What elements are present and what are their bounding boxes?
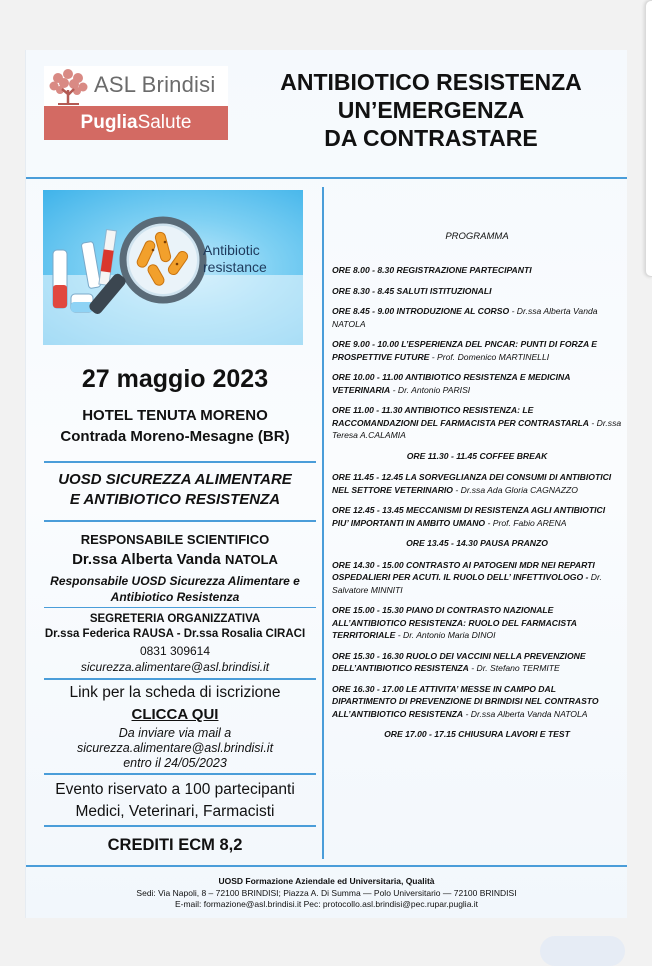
iscrizione-line3: entro il 24/05/2023 bbox=[123, 756, 227, 770]
logo-sub-regular: Salute bbox=[137, 112, 192, 133]
programma-item bbox=[332, 404, 622, 442]
left-divider-4 bbox=[44, 678, 316, 680]
puglia-salute-label bbox=[44, 106, 228, 140]
programma-item-title: ORE 14.30 - 15.00 CONTRASTO AI PATOGENI MDR NEI REPARTI OSPEDALIERI PER ACUTI. IL RUOLO DELL’ INFETTIVOLOGO - bbox=[332, 559, 595, 582]
segreteria-names: Dr.ssa Federica RAUSA - Dr.ssa Rosalia CIRACI bbox=[44, 628, 306, 640]
programma-item bbox=[332, 285, 622, 298]
logo-sub-bold: Puglia bbox=[80, 112, 138, 133]
programma-item-speaker: - Dr.ssa Alberta Vanda NATOLA bbox=[465, 708, 588, 719]
iscrizione-line2: sicurezza.alimentare@asl.brindisi.it bbox=[76, 741, 274, 755]
uosd-line2: E ANTIBIOTICO RESISTENZA bbox=[69, 491, 281, 508]
uosd-line1: UOSD SICUREZZA ALIMENTARE bbox=[58, 471, 292, 488]
programma-item bbox=[332, 683, 622, 721]
iscrizione-details bbox=[26, 726, 324, 771]
programma-item-title: ORE 11.30 - 11.45 COFFEE BREAK bbox=[406, 450, 548, 461]
footer-divider bbox=[26, 865, 627, 867]
title-line2: UN’EMERGENZA bbox=[337, 97, 525, 123]
responsabile-role bbox=[26, 573, 324, 605]
banner-label-line1: Antibiotic bbox=[203, 242, 260, 258]
programma-item-speaker: - Dr.ssa Teresa A.CALAMIA bbox=[332, 417, 622, 440]
programma-list bbox=[332, 264, 622, 741]
responsabile-surname: NATOLA bbox=[224, 552, 278, 567]
programma-item-speaker: - Dr. Antonio Maria DINOI bbox=[397, 630, 496, 640]
antibiotic-resistance-image bbox=[43, 190, 303, 345]
programma-item bbox=[332, 604, 622, 642]
venue-name: HOTEL TENUTA MORENO bbox=[82, 407, 268, 424]
event-date: 27 maggio 2023 bbox=[81, 365, 269, 393]
responsabile-role-line2: Antibiotico Resistenza bbox=[110, 590, 240, 604]
segreteria-heading: SEGRETERIA ORGANIZZATIVA bbox=[89, 613, 261, 625]
riservato-line2: Medici, Veterinari, Farmacisti bbox=[75, 803, 275, 820]
footer-line3: E-mail: formazione@asl.brindisi.it Pec: protocollo.asl.brindisi@pec.rupar.puglia.it bbox=[174, 899, 479, 909]
programma-item-speaker: - Prof. Domenico MARTINELLI bbox=[431, 351, 550, 362]
programma-item-title: ORE 17.00 - 17.15 CHIUSURA LAVORI E TEST bbox=[384, 729, 570, 739]
event-venue bbox=[26, 405, 324, 447]
segreteria-email: sicurezza.alimentare@asl.brindisi.it bbox=[80, 660, 270, 674]
title-line1: ANTIBIOTICO RESISTENZA bbox=[280, 69, 582, 95]
left-divider-5 bbox=[44, 773, 316, 775]
programma-item-title: ORE 11.45 - 12.45 LA SORVEGLIANZA DEI CONSUMI DI ANTIBIOTICI NEL SETTORE VETERINARIO bbox=[332, 472, 612, 495]
tree-icon bbox=[46, 68, 92, 106]
left-divider-6 bbox=[44, 825, 316, 827]
header-divider bbox=[26, 177, 627, 179]
programma-item bbox=[332, 338, 622, 363]
programma-item bbox=[332, 650, 622, 675]
programma-item bbox=[332, 728, 622, 741]
uosd-title bbox=[26, 470, 324, 510]
programma-item-speaker: - Dr.ssa Ada Gloria CAGNAZZO bbox=[455, 484, 578, 495]
programma-item-speaker: - Prof. Fabio ARENA bbox=[487, 517, 567, 528]
title-line3: DA CONTRASTARE bbox=[324, 125, 538, 151]
programma-item-title: ORE 11.00 - 11.30 ANTIBIOTICO RESISTENZA: LE RACCOMANDAZIONI DEL FARMACISTA PER CONTRASTARLA bbox=[332, 405, 590, 428]
side-scroll-tab[interactable] bbox=[645, 0, 652, 277]
programma-item-speaker: Dr. Salvatore MINNITI bbox=[332, 572, 602, 595]
banner-label-line2: resistance bbox=[203, 259, 267, 275]
responsabile-heading: RESPONSABILE SCIENTIFICO bbox=[80, 532, 270, 547]
iscrizione-line1: Da inviare via mail a bbox=[118, 726, 232, 740]
programma-item-speaker: - Dr. Stefano TERMITE bbox=[471, 663, 560, 673]
left-divider-3 bbox=[44, 607, 316, 608]
footer bbox=[26, 876, 627, 911]
programma-item bbox=[332, 450, 622, 463]
event-poster bbox=[25, 50, 627, 918]
segreteria-phone: 0831 309614 bbox=[139, 644, 211, 658]
floating-action-button[interactable] bbox=[540, 936, 625, 966]
programma-item bbox=[332, 559, 622, 597]
programma-item bbox=[332, 537, 622, 550]
programma bbox=[332, 231, 622, 750]
programma-item-title: ORE 9.00 - 10.00 L’ESPERIENZA DEL PNCAR: PUNTI DI FORZA E PROSPETTIVE FUTURE bbox=[332, 339, 598, 362]
responsabile-role-line1: Responsabile UOSD Sicurezza Alimentare e bbox=[50, 574, 300, 588]
riservato-line1: Evento riservato a 100 partecipanti bbox=[55, 781, 295, 798]
poster-title bbox=[246, 68, 616, 152]
left-divider-1 bbox=[44, 461, 316, 463]
programma-item-title: ORE 8.00 - 8.30 REGISTRAZIONE PARTECIPANTI bbox=[332, 265, 532, 275]
programma-item-title: ORE 10.00 - 11.00 ANTIBIOTICO RESISTENZA E MEDICINA VETERINARIA bbox=[332, 372, 571, 395]
programma-item bbox=[332, 264, 622, 277]
footer-line1: UOSD Formazione Aziendale ed Universitaria, Qualità bbox=[218, 876, 435, 886]
programma-heading: PROGRAMMA bbox=[445, 231, 509, 242]
programma-item-title: ORE 12.45 - 13.45 MECCANISMI DI RESISTENZA AGLI ANTIBIOTICI PIU’ IMPORTANTI IN AMBITO UMANO bbox=[332, 505, 606, 528]
asl-brindisi-logo bbox=[44, 66, 228, 140]
programma-item-title: ORE 8.45 - 9.00 INTRODUZIONE AL CORSO bbox=[332, 306, 510, 316]
programma-item-title: ORE 16.30 - 17.00 LE ATTIVITA’ MESSE IN CAMPO DAL DIPARTIMENTO DI PREVENZIONE DI BRINDISI NEL CONTRASTO ALL’ANTIBIOTICO RESISTENZA bbox=[332, 683, 599, 719]
programma-item bbox=[332, 371, 622, 396]
responsabile-first: Dr.ssa Alberta Vanda bbox=[72, 551, 221, 568]
footer-line2: Sedi: Via Napoli, 8 – 72100 BRINDISI; Piazza A. Di Summa — Polo Universitario — 72100 BRINDISI bbox=[136, 887, 517, 898]
programma-item bbox=[332, 471, 622, 496]
banner-label bbox=[203, 242, 267, 276]
left-divider-2 bbox=[44, 520, 316, 522]
programma-item-title: ORE 15.30 - 16.30 RUOLO DEI VACCINI NELLA PREVENZIONE DELL’ANTIBIOTICO RESISTENZA bbox=[332, 650, 586, 673]
logo-brand: ASL Brindisi bbox=[94, 72, 216, 97]
venue-address: Contrada Moreno-Mesagne (BR) bbox=[60, 428, 290, 445]
iscrizione-text: Link per la scheda di iscrizione bbox=[69, 684, 281, 701]
programma-item-title: ORE 13.45 - 14.30 PAUSA PRANZO bbox=[406, 538, 548, 548]
programma-item bbox=[332, 504, 622, 529]
clicca-qui-link[interactable]: CLICCA QUI bbox=[131, 706, 219, 723]
riservato-text bbox=[26, 779, 324, 823]
programma-item-speaker: - Dr.ssa Alberta Vanda NATOLA bbox=[332, 306, 598, 329]
credits-ecm: CREDITI ECM 8,2 bbox=[107, 836, 243, 854]
programma-item-title: ORE 8.30 - 8.45 SALUTI ISTITUZIONALI bbox=[332, 285, 492, 296]
responsabile-name bbox=[26, 551, 324, 568]
programma-item-title: ORE 15.00 - 15.30 PIANO DI CONTRASTO NAZIONALE ALL’ANTIBIOTICO RESISTENZA: RUOLO DEL FARMACISTA TERRITORIALE bbox=[332, 605, 577, 640]
programma-item-speaker: - Dr. Antonio PARISI bbox=[392, 384, 471, 395]
programma-item bbox=[332, 305, 622, 330]
